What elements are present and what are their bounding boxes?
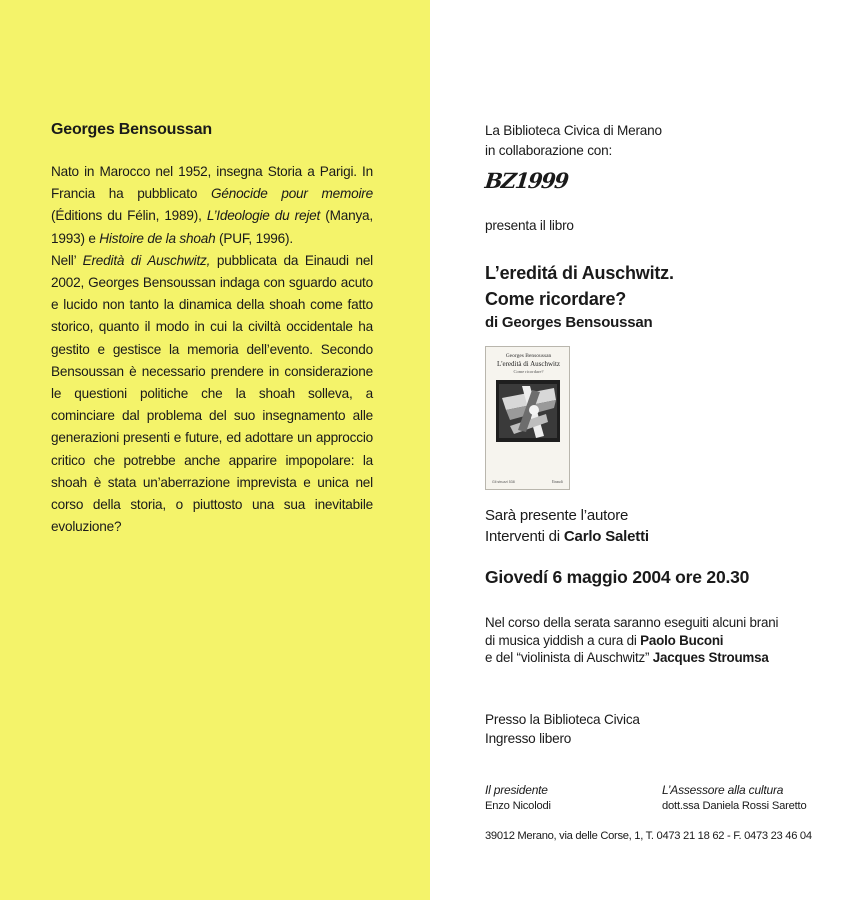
speakers-line [485, 526, 649, 547]
venue-location: Presso la Biblioteca Civica [485, 712, 640, 727]
presents-label: presenta il libro [485, 218, 574, 233]
signature-role: L’Assessore alla cultura [662, 783, 784, 797]
musician-name: Paolo Buconi [640, 632, 724, 648]
speakers-label: Interventi di [485, 528, 564, 545]
music-line2 [485, 632, 778, 650]
book-title-line1: L’ereditá di Auschwitz. [485, 263, 674, 283]
admission-note: Ingresso libero [485, 731, 572, 746]
collaboration-label: in collaborazione con: [485, 143, 613, 158]
violinist-name: Jacques Stroumsa [652, 650, 769, 665]
author-biography [51, 161, 373, 538]
book-title-ideologie: L’Ideologie du rejet [206, 208, 321, 224]
speaker-name: Carlo Saletti [563, 528, 649, 545]
book-title-genocide: Génocide pour memoire [210, 186, 373, 202]
guests-block [485, 505, 649, 547]
music-text: di musica yiddish a cura di [485, 632, 641, 648]
event-date: Giovedí 6 maggio 2004 ore 20.30 [485, 567, 750, 587]
music-line3 [485, 649, 778, 667]
author-heading: Georges Bensoussan [51, 121, 212, 138]
music-note [485, 614, 778, 667]
music-line1: Nel corso della serata saranno eseguiti alcuni brani [485, 615, 779, 630]
cover-author: Georges Bensoussan [505, 353, 552, 359]
bio-text: Nato in Marocco nel 1952, insegna Storia a Parigi. In Francia ha pubblicato [51, 164, 373, 202]
signature-role: Il presidente [485, 783, 548, 797]
bio-text: (Éditions du Félin, 1989), [51, 208, 207, 224]
signature-name: Enzo Nicolodi [485, 800, 551, 812]
author-presence: Sarà presente l’autore [485, 507, 629, 524]
organizer-name: La Biblioteca Civica di Merano [485, 123, 662, 138]
venue-info [485, 710, 640, 748]
bio-text: (Manya, 1993) e [51, 208, 373, 246]
bio-text: pubblicata da Einaudi nel 2002, Georges Bensoussan indaga con sguardo acuto e lucido non tanto la dinamica della shoah come fatto storico, quanto il modo in cui la civiltà occidentale ha gestito e gestisce la memoria dell’evento. Secondo Bensoussan è necessario prendere in considerazione le questioni politiche che la shoah solleva, a cominciare dal problema del suo insegnamento alle generazioni presenti e future, ed adottare un approccio critico che potrebbe anche apparire impopolare: la shoah è stata un’aberrazione imprevista e unica nel corso della storia, o piuttosto una sua inevitabile evoluzione? [51, 252, 373, 535]
cover-series: Gli struzzi 538 [492, 480, 515, 484]
book-title [485, 260, 674, 312]
bio-paragraph-2 [51, 250, 373, 539]
signature-name: dott.ssa Daniela Rossi Saretto [662, 800, 807, 812]
cover-subtitle: Come ricordare? [513, 369, 544, 374]
cover-title: L'eredità di Auschwitz [496, 360, 561, 368]
book-author: di Georges Bensoussan [485, 314, 653, 331]
bio-paragraph-1 [51, 161, 373, 250]
book-cover-image [485, 346, 570, 490]
cover-photo [496, 380, 560, 442]
cover-publisher: Einaudi [551, 480, 563, 484]
bz1999-logo: BZ1999 [483, 168, 569, 193]
signature-assessor [662, 782, 807, 814]
book-title-eredita: Eredità di Auschwitz, [82, 252, 211, 268]
signature-president [485, 782, 551, 814]
music-text: e del “violinista di Auschwitz” [485, 650, 653, 665]
book-title-histoire: Histoire de la shoah [99, 230, 216, 246]
bio-text: Nell’ [51, 252, 83, 268]
bio-text: (PUF, 1996). [215, 230, 293, 246]
book-title-line2: Come ricordare? [485, 289, 627, 309]
left-panel [0, 0, 430, 900]
library-address: 39012 Merano, via delle Corse, 1, T. 0473 21 18 62 - F. 0473 23 46 04 [485, 830, 812, 842]
organizer-intro [485, 121, 662, 161]
